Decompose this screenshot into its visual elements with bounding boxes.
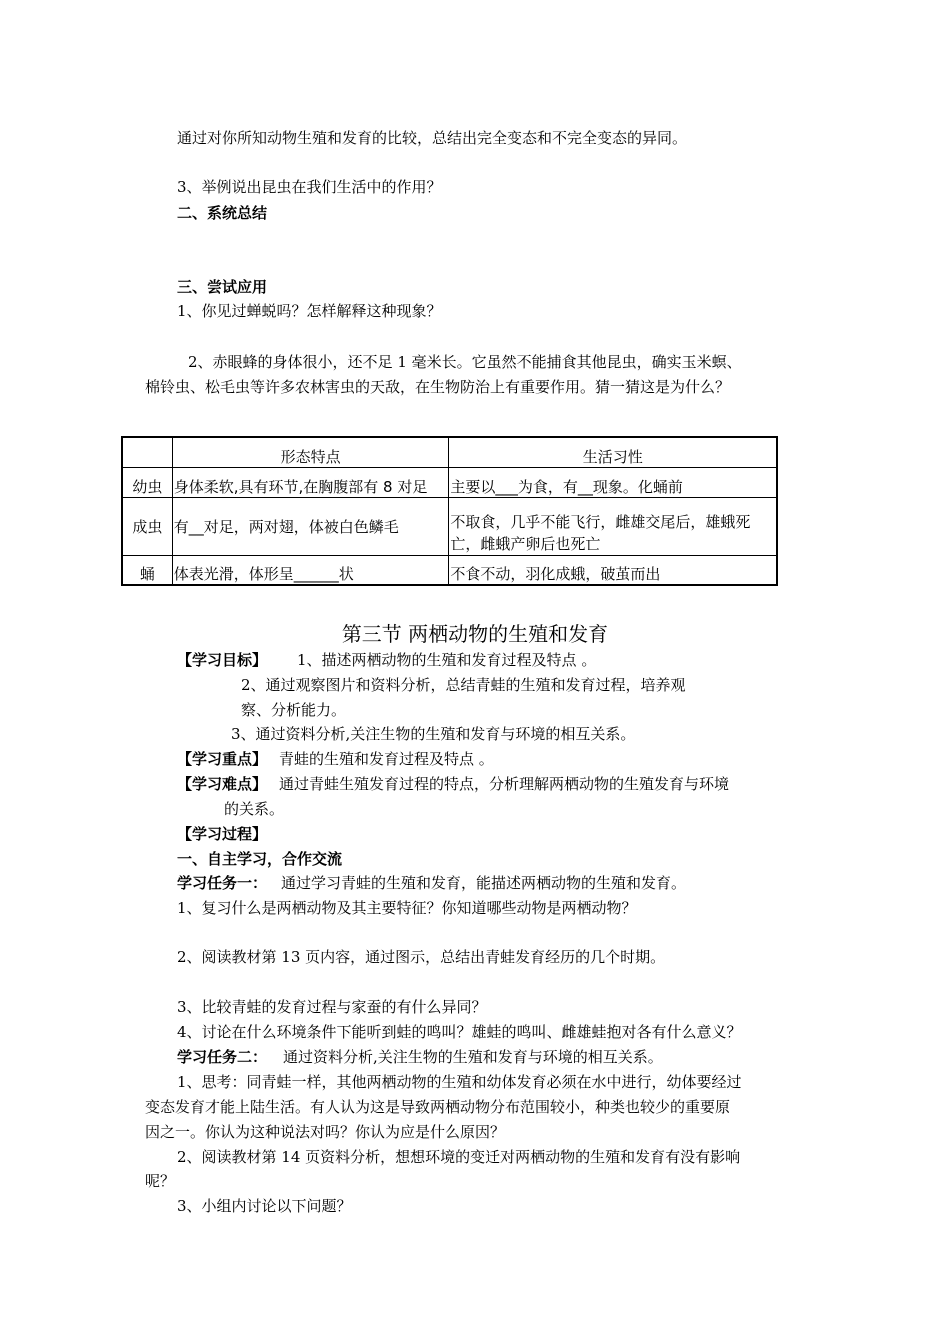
- table-cell-form: 有__对足，两对翅，体被白色鳞毛: [172, 497, 449, 555]
- table-header-row: [122, 437, 777, 467]
- question: 3、举例说出昆虫在我们生活中的作用？: [177, 178, 442, 196]
- table-row: [122, 555, 777, 585]
- paragraph: 通过对你所知动物生殖和发育的比较，总结出完全变态和不完全变态的异同。: [177, 129, 688, 147]
- task-label: 学习任务一：: [177, 874, 268, 892]
- table-header-cell: 生活习性: [449, 437, 777, 467]
- table-cell-stage: 幼虫: [122, 467, 172, 497]
- table-row: [122, 497, 777, 555]
- paragraph-continued: 因之一。你认为这种说法对吗？你认为应是什么原因？: [145, 1123, 506, 1141]
- question: 1、你见过蝉蜕吗？怎样解释这种现象？: [177, 302, 442, 320]
- task-label: 学习任务二：: [177, 1048, 268, 1066]
- goals-label: 【学习目标】: [177, 651, 268, 669]
- table-header-cell: [122, 437, 172, 467]
- table-cell-form: 体表光滑，体形呈______状: [172, 555, 449, 585]
- table-cell-stage: 蛹: [122, 555, 172, 585]
- question: 4、讨论在什么环境条件下能听到蛙的鸣叫？雄蛙的鸣叫、雌雄蛙抱对各有什么意义？: [177, 1023, 742, 1041]
- table-cell-habit: [449, 497, 777, 555]
- question: 3、比较青蛙的发育过程与家蚕的有什么异同？: [177, 998, 487, 1016]
- table-cell-form: 身体柔软,具有环节,在胸腹部有 8 对足: [172, 467, 449, 497]
- table-cell-habit: 主要以___为食，有__现象。化蛹前: [449, 467, 777, 497]
- paragraph: 2、阅读教材第 14 页资料分析，想想环境的变迁对两栖动物的生殖和发育有没有影响: [177, 1148, 741, 1166]
- key-text: 青蛙的生殖和发育过程及特点 。: [279, 750, 494, 768]
- question: 3、小组内讨论以下问题？: [177, 1197, 352, 1215]
- task-text: 通过资料分析,关注生物的生殖和发育与环境的相互关系。: [283, 1048, 663, 1066]
- section-heading: 二、系统总结: [177, 204, 268, 222]
- paragraph: 1、思考：同青蛙一样，其他两栖动物的生殖和幼体发育必须在水中进行，幼体要经过: [177, 1073, 742, 1091]
- table-cell-habit: 不食不动，羽化成蛾，破茧而出: [449, 555, 777, 585]
- key-label: 【学习重点】: [177, 750, 268, 768]
- table-row: [122, 467, 777, 497]
- part-heading: 一、自主学习，合作交流: [177, 850, 343, 868]
- paragraph-continued: 呢？: [145, 1172, 176, 1190]
- goal-item: 2、通过观察图片和资料分析，总结青蛙的生殖和发育过程，培养观: [241, 676, 686, 694]
- difficulty-label: 【学习难点】: [177, 775, 268, 793]
- question: 1、复习什么是两栖动物及其主要特征？你知道哪些动物是两栖动物？: [177, 899, 637, 917]
- silkworm-table: [121, 436, 778, 586]
- goal-item: 3、通过资料分析,关注生物的生殖和发育与环境的相互关系。: [231, 725, 636, 743]
- question: 2、阅读教材第 13 页内容，通过图示，总结出青蛙发育经历的几个时期。: [177, 948, 666, 966]
- question: 2、赤眼蜂的身体很小，还不足 1 毫米长。它虽然不能捕食其他昆虫，确实玉米螟、: [188, 353, 742, 371]
- paragraph-continued: 变态发育才能上陆生活。有人认为这是导致两栖动物分布范围较小，种类也较少的重要原: [145, 1098, 731, 1116]
- table-cell-stage: 成虫: [122, 497, 172, 555]
- section-heading: 三、尝试应用: [177, 278, 268, 296]
- goal-item-continued: 察、分析能力。: [241, 701, 347, 719]
- difficulty-text: 通过青蛙生殖发育过程的特点，分析理解两栖动物的生殖发育与环境: [279, 775, 730, 793]
- process-label: 【学习过程】: [177, 825, 268, 843]
- difficulty-text-continued: 的关系。: [224, 800, 285, 818]
- table-header-cell: 形态特点: [172, 437, 449, 467]
- task-text: 通过学习青蛙的生殖和发育，能描述两栖动物的生殖和发育。: [281, 874, 687, 892]
- question-continued: 棉铃虫、松毛虫等许多农林害虫的天敌，在生物防治上有重要作用。猜一猜这是为什么？: [145, 378, 731, 396]
- goal-item: 1、描述两栖动物的生殖和发育过程及特点 。: [297, 651, 597, 669]
- table-cell-habit-text: 不取食，几乎不能飞行，雌雄交尾后，雄蛾死亡，雌蛾产卵后也死亡: [450, 512, 751, 553]
- section-title: 第三节 两栖动物的生殖和发育: [341, 622, 609, 646]
